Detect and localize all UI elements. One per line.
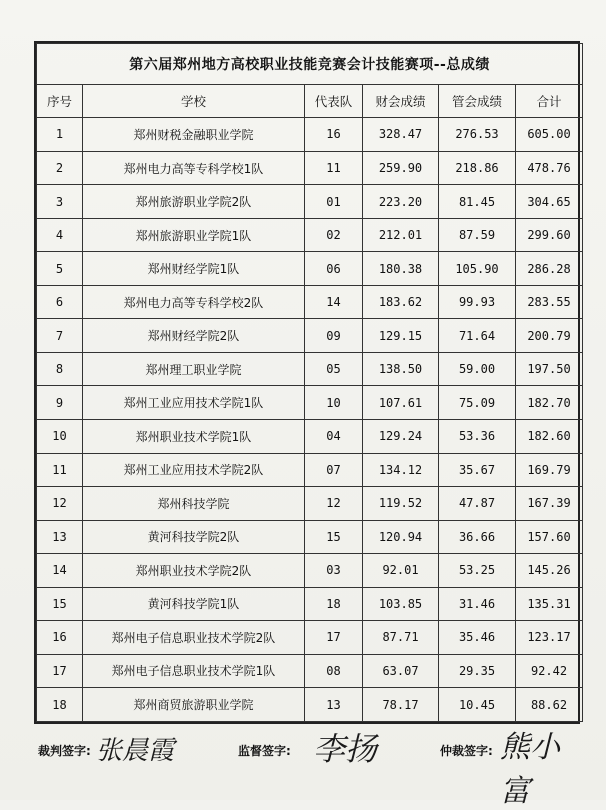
- cell-total: 197.50: [516, 352, 583, 386]
- table-row: [37, 654, 583, 688]
- cell-mgmt: 35.67: [439, 453, 516, 487]
- table-row: [37, 419, 583, 453]
- cell-finance: 259.90: [363, 151, 439, 185]
- cell-team: 09: [305, 319, 363, 353]
- cell-no: 15: [37, 587, 83, 621]
- table-row: [37, 118, 583, 152]
- cell-total: 135.31: [516, 587, 583, 621]
- cell-no: 10: [37, 419, 83, 453]
- cell-finance: 103.85: [363, 587, 439, 621]
- cell-mgmt: 87.59: [439, 218, 516, 252]
- cell-mgmt: 47.87: [439, 487, 516, 521]
- supervisor-signature: [238, 742, 291, 759]
- arbitrator-label: 仲裁签字:: [440, 744, 493, 758]
- cell-mgmt: 53.36: [439, 419, 516, 453]
- cell-school: 郑州电子信息职业技术学院1队: [83, 654, 305, 688]
- cell-total: 286.28: [516, 252, 583, 286]
- table-row: [37, 352, 583, 386]
- header-row: [37, 84, 583, 118]
- cell-total: 92.42: [516, 654, 583, 688]
- cell-total: 123.17: [516, 621, 583, 655]
- cell-school: 郑州财税金融职业学院: [83, 118, 305, 152]
- table-body: [37, 118, 583, 722]
- table-row: [37, 285, 583, 319]
- cell-no: 2: [37, 151, 83, 185]
- cell-finance: 134.12: [363, 453, 439, 487]
- cell-team: 16: [305, 118, 363, 152]
- table-row: [37, 319, 583, 353]
- cell-no: 1: [37, 118, 83, 152]
- cell-no: 14: [37, 554, 83, 588]
- cell-finance: 107.61: [363, 386, 439, 420]
- cell-school: 郑州旅游职业学院2队: [83, 185, 305, 219]
- cell-team: 07: [305, 453, 363, 487]
- cell-team: 12: [305, 487, 363, 521]
- cell-school: 郑州财经学院1队: [83, 252, 305, 286]
- cell-total: 88.62: [516, 688, 583, 722]
- cell-total: 169.79: [516, 453, 583, 487]
- cell-finance: 63.07: [363, 654, 439, 688]
- header-no: 序号: [37, 84, 83, 118]
- cell-finance: 78.17: [363, 688, 439, 722]
- cell-team: 13: [305, 688, 363, 722]
- cell-no: 18: [37, 688, 83, 722]
- cell-mgmt: 75.09: [439, 386, 516, 420]
- cell-team: 02: [305, 218, 363, 252]
- table-row: [37, 487, 583, 521]
- cell-team: 11: [305, 151, 363, 185]
- table-title: 第六届郑州地方高校职业技能竞赛会计技能赛项--总成绩: [37, 44, 583, 85]
- cell-finance: 180.38: [363, 252, 439, 286]
- title-row: [37, 44, 583, 85]
- cell-team: 06: [305, 252, 363, 286]
- cell-no: 7: [37, 319, 83, 353]
- header-mgmt: 管会成绩: [439, 84, 516, 118]
- cell-school: 郑州理工职业学院: [83, 352, 305, 386]
- table-row: [37, 621, 583, 655]
- cell-finance: 119.52: [363, 487, 439, 521]
- cell-no: 11: [37, 453, 83, 487]
- header-school: 学校: [83, 84, 305, 118]
- cell-finance: 92.01: [363, 554, 439, 588]
- cell-no: 16: [37, 621, 83, 655]
- cell-mgmt: 276.53: [439, 118, 516, 152]
- cell-no: 6: [37, 285, 83, 319]
- header-finance: 财会成绩: [363, 84, 439, 118]
- cell-mgmt: 59.00: [439, 352, 516, 386]
- cell-total: 304.65: [516, 185, 583, 219]
- cell-team: 05: [305, 352, 363, 386]
- cell-school: 郑州科技学院: [83, 487, 305, 521]
- arbitrator-signature: [440, 742, 493, 759]
- cell-school: 郑州旅游职业学院1队: [83, 218, 305, 252]
- cell-school: 郑州工业应用技术学院2队: [83, 453, 305, 487]
- cell-school: 郑州职业技术学院2队: [83, 554, 305, 588]
- cell-finance: 129.24: [363, 419, 439, 453]
- cell-no: 4: [37, 218, 83, 252]
- cell-team: 10: [305, 386, 363, 420]
- cell-finance: 223.20: [363, 185, 439, 219]
- referee-label: 裁判签字:: [38, 744, 91, 758]
- cell-no: 9: [37, 386, 83, 420]
- cell-mgmt: 35.46: [439, 621, 516, 655]
- cell-school: 郑州职业技术学院1队: [83, 419, 305, 453]
- cell-finance: 120.94: [363, 520, 439, 554]
- table-row: [37, 218, 583, 252]
- cell-team: 01: [305, 185, 363, 219]
- header-total: 合计: [516, 84, 583, 118]
- cell-no: 5: [37, 252, 83, 286]
- signature-area: [38, 730, 588, 809]
- cell-finance: 138.50: [363, 352, 439, 386]
- supervisor-handwritten-signature: 李扬: [313, 730, 378, 768]
- arbitrator-handwritten-signature: 熊小富: [500, 730, 560, 809]
- cell-mgmt: 10.45: [439, 688, 516, 722]
- table-row: [37, 185, 583, 219]
- cell-school: 郑州电力高等专科学校1队: [83, 151, 305, 185]
- cell-mgmt: 31.46: [439, 587, 516, 621]
- cell-mgmt: 81.45: [439, 185, 516, 219]
- cell-school: 郑州商贸旅游职业学院: [83, 688, 305, 722]
- cell-finance: 87.71: [363, 621, 439, 655]
- cell-mgmt: 105.90: [439, 252, 516, 286]
- cell-finance: 183.62: [363, 285, 439, 319]
- cell-team: 03: [305, 554, 363, 588]
- cell-school: 郑州财经学院2队: [83, 319, 305, 353]
- table-row: [37, 587, 583, 621]
- cell-team: 04: [305, 419, 363, 453]
- cell-mgmt: 29.35: [439, 654, 516, 688]
- table-row: [37, 453, 583, 487]
- cell-no: 13: [37, 520, 83, 554]
- cell-total: 182.70: [516, 386, 583, 420]
- cell-school: 黄河科技学院1队: [83, 587, 305, 621]
- table-row: [37, 520, 583, 554]
- results-table: [36, 43, 583, 722]
- cell-finance: 328.47: [363, 118, 439, 152]
- cell-school: 郑州电子信息职业技术学院2队: [83, 621, 305, 655]
- cell-total: 167.39: [516, 487, 583, 521]
- cell-school: 黄河科技学院2队: [83, 520, 305, 554]
- cell-mgmt: 218.86: [439, 151, 516, 185]
- table-row: [37, 252, 583, 286]
- cell-total: 182.60: [516, 419, 583, 453]
- cell-no: 12: [37, 487, 83, 521]
- table-row: [37, 554, 583, 588]
- cell-team: 18: [305, 587, 363, 621]
- cell-total: 299.60: [516, 218, 583, 252]
- table-row: [37, 386, 583, 420]
- cell-finance: 212.01: [363, 218, 439, 252]
- cell-finance: 129.15: [363, 319, 439, 353]
- cell-no: 8: [37, 352, 83, 386]
- results-table-frame: [34, 41, 580, 724]
- cell-total: 200.79: [516, 319, 583, 353]
- referee-handwritten-signature: 张晨霞: [96, 736, 175, 766]
- cell-no: 3: [37, 185, 83, 219]
- cell-school: 郑州工业应用技术学院1队: [83, 386, 305, 420]
- referee-signature: [38, 742, 91, 759]
- cell-mgmt: 53.25: [439, 554, 516, 588]
- cell-total: 478.76: [516, 151, 583, 185]
- header-team: 代表队: [305, 84, 363, 118]
- cell-total: 605.00: [516, 118, 583, 152]
- cell-team: 14: [305, 285, 363, 319]
- cell-no: 17: [37, 654, 83, 688]
- cell-team: 08: [305, 654, 363, 688]
- cell-total: 283.55: [516, 285, 583, 319]
- cell-team: 15: [305, 520, 363, 554]
- cell-school: 郑州电力高等专科学校2队: [83, 285, 305, 319]
- cell-mgmt: 99.93: [439, 285, 516, 319]
- table-row: [37, 688, 583, 722]
- cell-total: 145.26: [516, 554, 583, 588]
- cell-total: 157.60: [516, 520, 583, 554]
- cell-mgmt: 36.66: [439, 520, 516, 554]
- cell-mgmt: 71.64: [439, 319, 516, 353]
- table-row: [37, 151, 583, 185]
- cell-team: 17: [305, 621, 363, 655]
- supervisor-label: 监督签字:: [238, 744, 291, 758]
